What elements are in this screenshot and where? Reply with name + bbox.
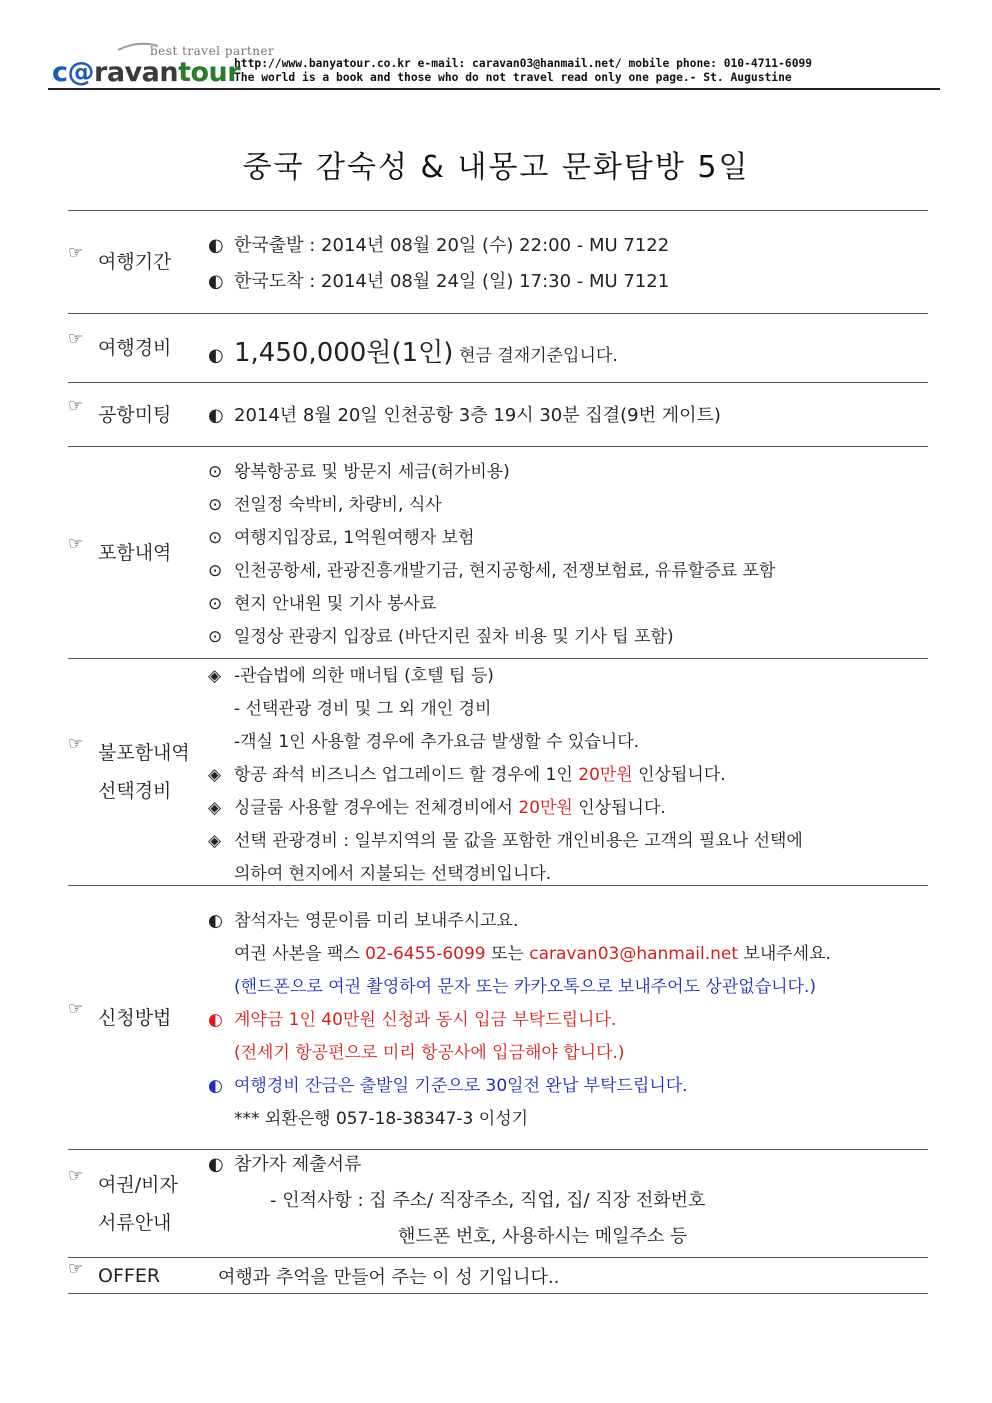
included-item: [208, 523, 475, 548]
diamond-icon: ◈: [208, 666, 222, 686]
logo-tagline: best travel partner: [150, 44, 275, 58]
excluded-line: [208, 826, 803, 851]
label-text-2: 선택경비: [98, 780, 172, 802]
email-link[interactable]: caravan03@hanmail.net: [529, 944, 739, 964]
included-item-text: 일정상 관광지 입장료 (바단지린 짚차 비용 및 기사 팁 포함): [234, 627, 674, 647]
excluded-text: 인상됩니다.: [632, 765, 726, 785]
apply-line: [208, 1005, 616, 1030]
row-label: [68, 314, 208, 382]
diamond-icon: ◈: [208, 831, 222, 851]
included-item: [208, 622, 674, 647]
header-contact-line: http://www.banyatour.co.kr e-mail: caravan03@hanmail.net/ mobile phone: 010-4711-6099: [234, 57, 813, 70]
label-text: 포함내역: [98, 541, 172, 564]
target-icon: ⊙: [208, 462, 223, 482]
excluded-line: 의하여 현지에서 지불되는 선택경비입니다.: [234, 864, 552, 884]
arrival-line: [208, 267, 669, 293]
included-item: [208, 556, 775, 581]
documents-line: 핸드폰 번호, 사용하시는 메일주소 등: [398, 1226, 688, 1247]
row-meeting: [68, 382, 928, 446]
half-circle-icon: ◐: [208, 911, 223, 931]
half-circle-icon: ◐: [208, 1076, 223, 1096]
row-label: [68, 886, 208, 1149]
row-label: [68, 659, 208, 885]
apply-line: [234, 939, 831, 964]
bank-account: *** 외환은행 057-18-38347-3 이성기: [234, 1109, 529, 1129]
row-label: [68, 383, 208, 446]
pointing-hand-icon: ☞: [68, 533, 84, 554]
pointing-hand-icon: ☞: [68, 734, 84, 754]
label-text: 여행기간: [98, 251, 172, 273]
target-icon: ⊙: [208, 594, 223, 614]
excluded-text: 항공 좌석 비즈니스 업그레이드 할 경우에 1인: [234, 765, 579, 785]
diamond-icon: ◈: [208, 765, 222, 785]
header-divider: [48, 88, 940, 90]
header-contact-info: [234, 57, 812, 85]
apply-text: 계약금 1인 40만원 신청과 동시 입금 부탁드립니다.: [234, 1010, 617, 1030]
half-circle-icon: ◐: [208, 235, 224, 256]
cost-amount: 1,450,000원(1인): [234, 338, 454, 368]
documents-line: - 인적사항 : 집 주소/ 직장주소, 직업, 집/ 직장 전화번호: [270, 1190, 706, 1211]
pointing-hand-icon: ☞: [68, 1165, 84, 1186]
excluded-line: [208, 760, 726, 785]
logo-text-part2: ravan: [94, 57, 179, 88]
logo-text-part1: c@: [52, 57, 95, 88]
row-documents: [68, 1149, 928, 1257]
included-item-text: 인천공항세, 관광진흥개발기금, 현지공항세, 전쟁보험료, 유류할증료 포함: [234, 561, 776, 581]
excluded-text: 선택 관광경비 : 일부지역의 물 값을 포함한 개인비용은 고객의 필요나 선택에: [234, 831, 803, 851]
half-circle-icon: ◐: [208, 1154, 224, 1175]
label-text: OFFER: [98, 1264, 161, 1287]
pointing-hand-icon: ☞: [68, 329, 84, 349]
pointing-hand-icon: ☞: [68, 1258, 84, 1279]
excluded-line: [208, 661, 494, 686]
excluded-line: [208, 793, 666, 818]
label-text: 여행경비: [98, 337, 172, 359]
departure-text: 한국출발 : 2014년 08월 20일 (수) 22:00 - MU 7122: [234, 235, 670, 256]
target-icon: ⊙: [208, 561, 223, 581]
apply-line: (핸드폰으로 여권 촬영하여 문자 또는 카카오톡으로 보내주어도 상관없습니다.): [234, 977, 816, 997]
fax-number: 02-6455-6099: [365, 944, 486, 964]
apply-text: 여행경비 잔금은 출발일 기준으로 30일전 완납 부탁드립니다.: [234, 1076, 688, 1096]
excluded-line: - 선택관광 경비 및 그 외 개인 경비: [234, 699, 492, 719]
apply-text: 여권 사본을 팩스: [234, 944, 366, 964]
meeting-text: 2014년 8월 20일 인천공항 3층 19시 30분 집결(9번 게이트): [234, 405, 721, 426]
excluded-line: -객실 1인 사용할 경우에 추가요금 발생할 수 있습니다.: [234, 732, 640, 752]
header-quote-line: The world is a book and those who do not travel read only one page.- St. Augustine: [234, 71, 792, 84]
page-header: [48, 38, 940, 90]
half-circle-icon: ◐: [208, 405, 224, 426]
diamond-icon: ◈: [208, 798, 222, 818]
included-item: [208, 457, 510, 482]
price-highlight: 20만원: [518, 798, 573, 818]
row-label: [68, 1150, 208, 1257]
excluded-text: -관습법에 의한 매너팁 (호텔 팁 등): [234, 666, 494, 686]
page-title: 중국 감숙성 & 내몽고 문화탐방 5일: [242, 150, 750, 185]
target-icon: ⊙: [208, 495, 223, 515]
departure-line: [208, 231, 669, 257]
documents-line: [208, 1150, 361, 1176]
row-label: [68, 1258, 208, 1293]
arrival-text: 한국도착 : 2014년 08월 24일 (일) 17:30 - MU 7121: [234, 271, 670, 292]
pointing-hand-icon: ☞: [68, 998, 84, 1019]
logo-text-part3: tour: [178, 57, 241, 88]
row-label: [68, 447, 208, 658]
label-text: 신청방법: [98, 1006, 172, 1029]
row-label: [68, 211, 208, 313]
row-period: [68, 210, 928, 313]
apply-text: 보내주세요.: [738, 944, 831, 964]
included-item: [208, 490, 442, 515]
row-offer: [68, 1257, 928, 1294]
cost-note: 현금 결재기준입니다.: [459, 346, 618, 366]
pointing-hand-icon: ☞: [68, 243, 84, 263]
included-item-text: 현지 안내원 및 기사 봉사료: [234, 594, 437, 614]
included-item-text: 여행지입장료, 1억원여행자 보험: [234, 528, 475, 548]
half-circle-icon: ◐: [208, 271, 224, 292]
excluded-text: 인상됩니다.: [572, 798, 666, 818]
cost-line: [208, 332, 618, 369]
row-included: [68, 446, 928, 658]
price-highlight: 20만원: [578, 765, 633, 785]
apply-text: 또는: [485, 944, 530, 964]
apply-line: [208, 1071, 688, 1096]
apply-text: 참석자는 영문이름 미리 보내주시고요.: [234, 911, 519, 931]
documents-text: 참가자 제출서류: [234, 1154, 362, 1175]
included-item-text: 전일정 숙박비, 차량비, 식사: [234, 495, 442, 515]
label-text: 공항미팅: [98, 403, 172, 426]
label-text: 불포함내역: [98, 742, 190, 764]
pointing-hand-icon: ☞: [68, 395, 84, 416]
row-apply: [68, 885, 928, 1149]
company-logo: [52, 58, 240, 88]
included-item-text: 왕복항공료 및 방문지 세금(허가비용): [234, 462, 510, 482]
half-circle-icon: ◐: [208, 345, 224, 366]
apply-line: [208, 906, 518, 931]
offer-text: 여행과 추억을 만들어 주는 이 성 기입니다..: [218, 1267, 560, 1288]
apply-line: (전세기 항공편으로 미리 항공사에 입금해야 합니다.): [234, 1043, 625, 1063]
included-item: [208, 589, 436, 614]
row-excluded: [68, 658, 928, 885]
half-circle-icon: ◐: [208, 1010, 223, 1030]
itinerary-table: [68, 210, 928, 1294]
label-text-2: 서류안내: [98, 1211, 172, 1234]
label-text: 여권/비자: [98, 1173, 178, 1196]
row-cost: [68, 313, 928, 382]
meeting-line: [208, 401, 721, 427]
target-icon: ⊙: [208, 528, 223, 548]
target-icon: ⊙: [208, 627, 223, 647]
excluded-text: 싱글룸 사용할 경우에는 전체경비에서: [234, 798, 519, 818]
